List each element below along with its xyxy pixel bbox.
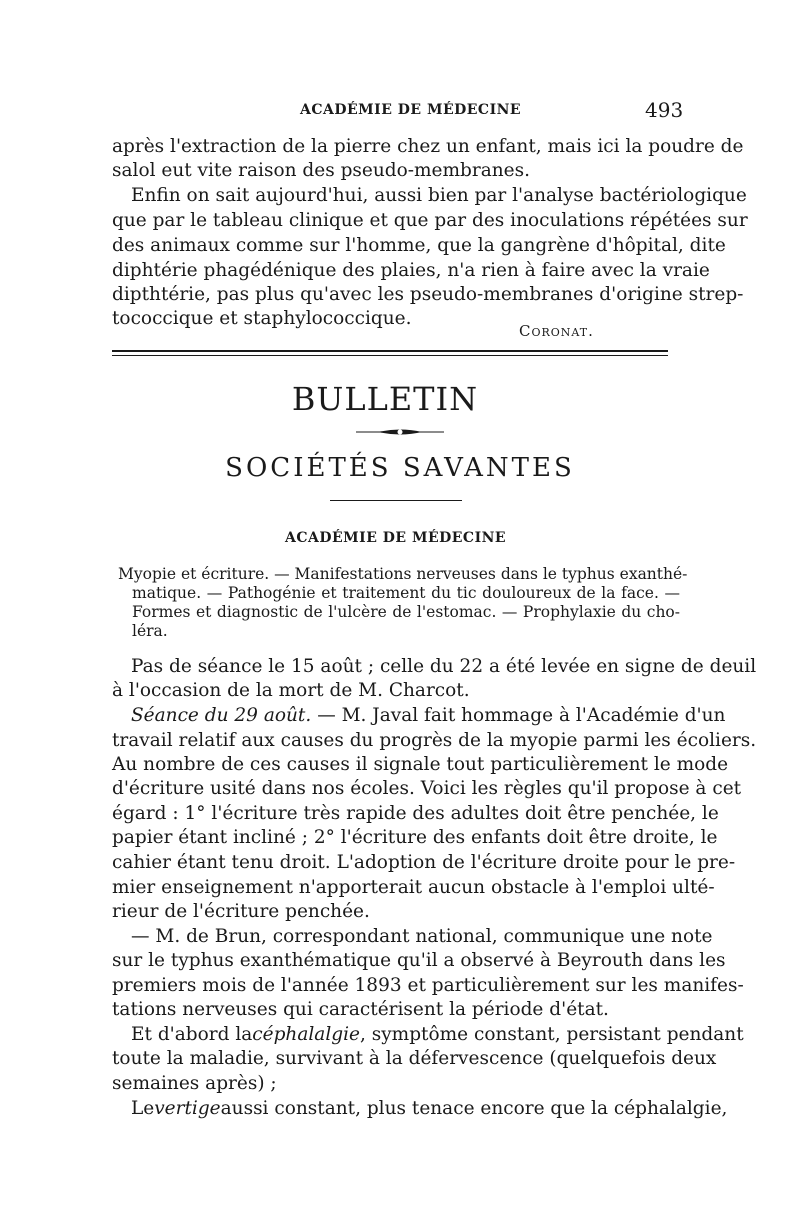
text-line: diphtérie phagédénique des plaies, n'a rien à faire avec la vraie (112, 260, 710, 281)
emphasized-term: vertige (154, 1098, 221, 1119)
section-heading: ACADÉMIE DE MÉDECINE (285, 530, 507, 546)
text-line: travail relatif aux causes du progrès de la myopie parmi les écoliers. (112, 730, 757, 751)
text-line: Pas de séance le 15 août ; celle du 22 a été levée en signe de deuil (131, 656, 757, 677)
text-line: semaines après) ; (112, 1073, 277, 1094)
text-line: toute la maladie, survivant à la défervescence (quelquefois deux (112, 1048, 717, 1069)
text-line: Enfin on sait aujourd'hui, aussi bien par l'analyse bactériologique (131, 185, 747, 206)
short-divider (330, 500, 462, 501)
divider-rule-thin (112, 355, 668, 356)
text-line: rieur de l'écriture penchée. (112, 901, 370, 922)
seance-date: Séance du 29 août. (131, 705, 312, 726)
cephalalgie-line (131, 1023, 744, 1047)
text-line: mier enseignement n'apporterait aucun obstacle à l'emploi ulté- (112, 877, 715, 898)
running-header: ACADÉMIE DE MÉDECINE (300, 102, 522, 118)
page-number: 493 (645, 98, 684, 122)
text-line: papier étant incliné ; 2° l'écriture des enfants doit être droite, le (112, 827, 718, 848)
text-fragment: aussi constant, plus tenace encore que la céphalalgie, (220, 1098, 728, 1119)
author-signature: Coronat. (519, 322, 594, 340)
text-line: Au nombre de ces causes il signale tout particulièrement le mode (112, 754, 729, 775)
seance-line (131, 704, 726, 728)
text-fragment: — M. Javal fait hommage à l'Académie d'un (317, 705, 726, 726)
summary-line: matique. — Pathogénie et traitement du tic douloureux de la face. — (132, 584, 680, 602)
vertige-line (131, 1097, 728, 1121)
text-line: premiers mois de l'année 1893 et particulièrement sur les manifes- (112, 975, 744, 996)
text-line: après l'extraction de la pierre chez un enfant, mais ici la poudre de (112, 136, 744, 157)
summary-line: Myopie et écriture. — Manifestations nerveuses dans le typhus exanthé- (118, 565, 688, 583)
bulletin-subtitle: SOCIÉTÉS SAVANTES (225, 453, 575, 483)
text-fragment: Et d'abord la (131, 1024, 253, 1045)
text-line: que par le tableau clinique et que par des inoculations répétées sur (112, 210, 748, 231)
text-line: à l'occasion de la mort de M. Charcot. (112, 680, 470, 701)
bulletin-title: BULLETIN (291, 380, 479, 418)
text-line: dipthtérie, pas plus qu'avec les pseudo-membranes d'origine strep- (112, 284, 744, 305)
summary-line: Formes et diagnostic de l'ulcère de l'estomac. — Prophylaxie du cho- (132, 603, 680, 621)
ornament-icon (356, 427, 444, 437)
text-fragment: , symptôme constant, persistant pendant (359, 1024, 744, 1045)
text-line: d'écriture usité dans nos écoles. Voici les règles qu'il propose à cet (112, 778, 742, 799)
text-line: tococcique et staphylococcique. (112, 308, 412, 329)
text-line: salol eut vite raison des pseudo-membranes. (112, 160, 530, 181)
emphasized-term: céphalalgie (252, 1024, 360, 1045)
text-line: — M. de Brun, correspondant national, communique une note (131, 926, 713, 947)
divider-rule (112, 350, 668, 352)
text-line: cahier étant tenu droit. L'adoption de l'écriture droite pour le pre- (112, 852, 736, 873)
text-line: sur le typhus exanthématique qu'il a observé à Beyrouth dans les (112, 950, 726, 971)
summary-line: léra. (132, 622, 168, 640)
text-line: tations nerveuses qui caractérisent la période d'état. (112, 999, 609, 1020)
text-line: des animaux comme sur l'homme, que la gangrène d'hôpital, dite (112, 235, 726, 256)
text-fragment: Le (131, 1098, 155, 1119)
text-line: égard : 1° l'écriture très rapide des adultes doit être penchée, le (112, 803, 719, 824)
